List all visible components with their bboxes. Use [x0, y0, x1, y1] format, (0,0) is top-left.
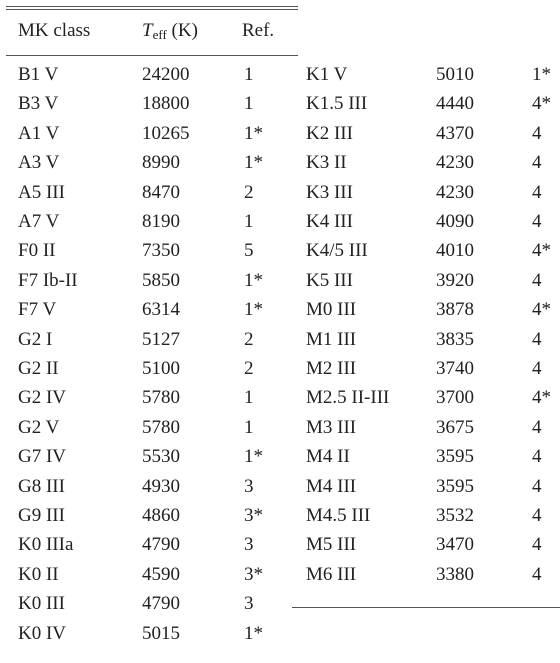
right-row-teff: 4230 — [436, 181, 474, 203]
right-row-mk: M4 III — [306, 475, 357, 497]
right-row-ref: 4 — [532, 181, 542, 203]
left-row-teff: 24200 — [142, 64, 190, 85]
left-row-ref: 1* — [244, 299, 263, 321]
right-row-ref: 4 — [532, 211, 542, 232]
right-row-mk: K3 III — [306, 181, 353, 203]
left-row-mk: G9 III — [18, 505, 65, 526]
left-row-ref: 1* — [244, 152, 263, 174]
left-row-ref: 3* — [244, 505, 263, 526]
right-row-teff: 3878 — [436, 299, 474, 321]
right-row-teff: 4090 — [436, 211, 474, 232]
right-row-ref: 4 — [532, 416, 542, 438]
right-row-ref: 4 — [532, 446, 542, 468]
right-row-ref: 4 — [532, 269, 542, 291]
right-row-mk: M4 II — [306, 446, 350, 468]
right-row-mk: K3 II — [306, 152, 347, 174]
left-row-teff: 4860 — [142, 505, 180, 526]
left-row-teff: 10265 — [142, 122, 190, 144]
left-row-teff: 18800 — [142, 93, 190, 115]
left-row-ref: 1* — [244, 122, 263, 144]
left-row-ref: 3 — [244, 534, 254, 556]
left-row-ref: 1 — [244, 387, 254, 409]
left-row-mk: G2 V — [18, 416, 60, 438]
right-row-ref: 4 — [532, 152, 542, 174]
left-row-ref: 5 — [244, 240, 254, 262]
left-row-ref: 3 — [244, 593, 254, 615]
left-row-teff: 8190 — [142, 211, 180, 232]
right-row-mk: K1 V — [306, 64, 348, 85]
left-row-mk: G2 IV — [18, 387, 67, 409]
right-row-ref: 4 — [532, 505, 542, 526]
header-rule — [6, 55, 298, 56]
right-row-teff: 4010 — [436, 240, 474, 262]
left-row-teff: 5100 — [142, 358, 180, 379]
left-row-ref: 2 — [244, 358, 254, 379]
left-row-teff: 5780 — [142, 416, 180, 438]
right-row-mk: K4/5 III — [306, 240, 368, 262]
right-row-teff: 4440 — [436, 93, 474, 115]
left-row-ref: 1 — [244, 211, 254, 232]
right-row-mk: M3 III — [306, 416, 357, 438]
left-row-teff: 5015 — [142, 622, 180, 644]
left-row-mk: G8 III — [18, 475, 65, 497]
left-row-mk: F7 V — [18, 299, 57, 321]
right-row-mk: M5 III — [306, 534, 357, 556]
left-row-ref: 1 — [244, 93, 254, 115]
right-row-teff: 3835 — [436, 328, 474, 350]
left-row-teff: 4930 — [142, 475, 180, 497]
left-row-ref: 2 — [244, 181, 254, 203]
right-row-mk: K4 III — [306, 211, 353, 232]
left-row-ref: 2 — [244, 328, 254, 350]
right-row-teff: 4370 — [436, 122, 474, 144]
right-row-ref: 4 — [532, 475, 542, 497]
left-row-mk: G2 II — [18, 358, 59, 379]
right-row-teff: 3595 — [436, 446, 474, 468]
left-row-ref: 3* — [244, 563, 263, 585]
left-row-ref: 3 — [244, 475, 254, 497]
right-row-ref: 4 — [532, 122, 542, 144]
right-row-mk: K1.5 III — [306, 93, 368, 115]
right-row-mk: M4.5 III — [306, 505, 371, 526]
header-teff-unit: (K) — [166, 20, 198, 41]
left-row-mk: A5 III — [18, 181, 65, 203]
left-row-ref: 1* — [244, 622, 263, 644]
left-row-teff: 5850 — [142, 269, 180, 291]
right-row-teff: 3532 — [436, 505, 474, 526]
right-row-ref: 4* — [532, 387, 551, 409]
left-row-teff: 8470 — [142, 181, 180, 203]
right-row-teff: 3470 — [436, 534, 474, 556]
header-teff-subscript: eff — [152, 27, 167, 42]
header-ref: Ref. — [242, 20, 275, 41]
left-row-teff: 5127 — [142, 328, 180, 350]
left-row-mk: A7 V — [18, 211, 60, 232]
left-row-mk: G7 IV — [18, 446, 67, 468]
right-row-mk: M6 III — [306, 563, 357, 585]
left-row-mk: G2 I — [18, 328, 53, 350]
right-row-teff: 3740 — [436, 358, 474, 379]
left-row-teff: 4590 — [142, 563, 180, 585]
right-row-teff: 3380 — [436, 563, 474, 585]
left-row-ref: 1* — [244, 446, 263, 468]
right-row-ref: 4 — [532, 563, 542, 585]
left-row-teff: 5780 — [142, 387, 180, 409]
left-row-ref: 1 — [244, 64, 254, 85]
right-row-mk: M2.5 II-III — [306, 387, 390, 409]
left-row-ref: 1 — [244, 416, 254, 438]
left-row-ref: 1* — [244, 269, 263, 291]
right-row-mk: M2 III — [306, 358, 357, 379]
left-row-teff: 6314 — [142, 299, 180, 321]
left-row-teff: 4790 — [142, 534, 180, 556]
right-row-mk: M0 III — [306, 299, 357, 321]
right-row-ref: 4* — [532, 93, 551, 115]
left-row-mk: A3 V — [18, 152, 60, 174]
left-row-mk: B1 V — [18, 64, 59, 85]
left-row-mk: K0 II — [18, 563, 59, 585]
right-row-mk: M1 III — [306, 328, 357, 350]
header-teff — [142, 20, 198, 46]
right-row-ref: 4 — [532, 328, 542, 350]
left-row-mk: K0 IV — [18, 622, 67, 644]
left-row-mk: A1 V — [18, 122, 60, 144]
left-row-mk: F0 II — [18, 240, 56, 262]
right-row-ref: 4* — [532, 299, 551, 321]
right-row-ref: 4* — [532, 240, 551, 262]
right-bottom-rule — [292, 607, 560, 608]
right-row-teff: 4230 — [436, 152, 474, 174]
right-row-teff: 3675 — [436, 416, 474, 438]
right-row-teff: 5010 — [436, 64, 474, 85]
right-row-mk: K2 III — [306, 122, 353, 144]
left-row-mk: K0 III — [18, 593, 65, 615]
header-mk-class: MK class — [18, 20, 91, 41]
right-row-mk: K5 III — [306, 269, 353, 291]
right-row-teff: 3595 — [436, 475, 474, 497]
top-rule-thin — [6, 9, 298, 10]
right-row-teff: 3920 — [436, 269, 474, 291]
right-row-ref: 1* — [532, 64, 551, 85]
left-row-teff: 7350 — [142, 240, 180, 262]
left-row-teff: 8990 — [142, 152, 180, 174]
header-teff-symbol: T — [142, 20, 153, 41]
right-row-ref: 4 — [532, 358, 542, 379]
left-row-teff: 5530 — [142, 446, 180, 468]
left-row-mk: F7 Ib-II — [18, 269, 78, 291]
right-row-teff: 3700 — [436, 387, 474, 409]
left-row-mk: B3 V — [18, 93, 59, 115]
left-row-teff: 4790 — [142, 593, 180, 615]
top-rule-thick — [6, 6, 298, 7]
right-row-ref: 4 — [532, 534, 542, 556]
left-row-mk: K0 IIIa — [18, 534, 74, 556]
